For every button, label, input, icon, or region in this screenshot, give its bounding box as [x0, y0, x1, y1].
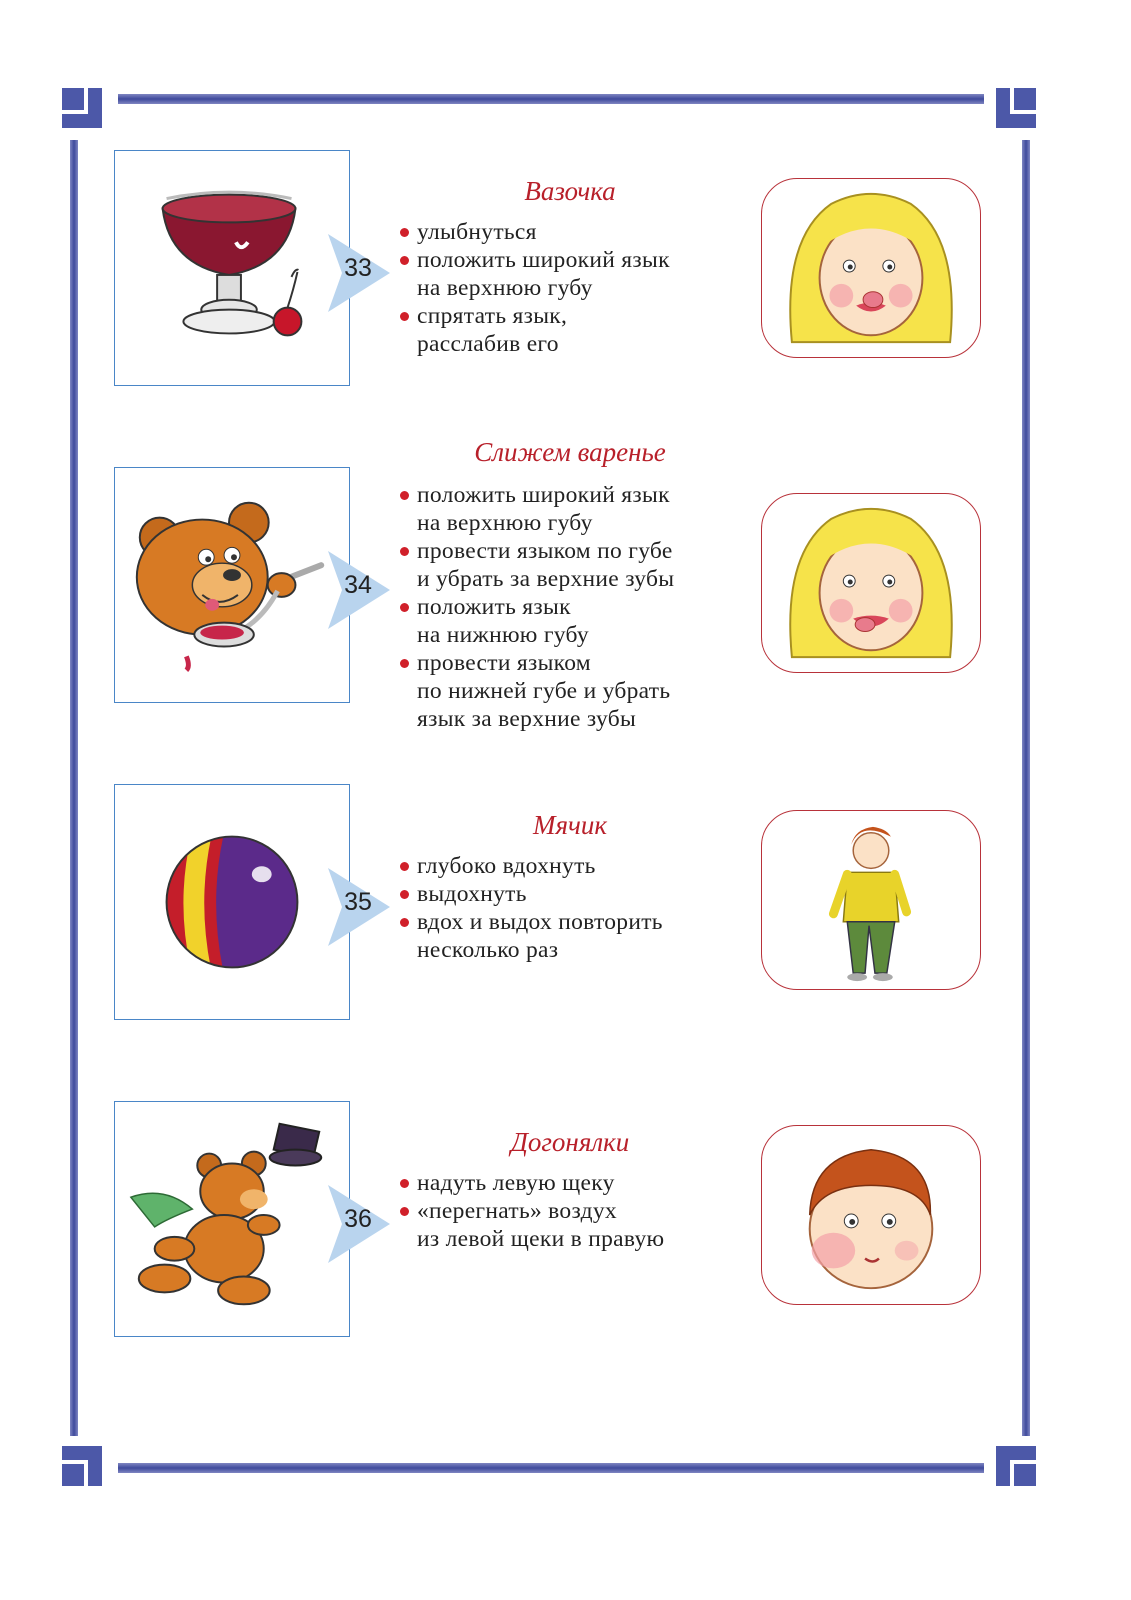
running-teddy-bear-icon	[115, 1102, 349, 1336]
boy-breathing-icon	[762, 811, 980, 989]
exercise-picture	[114, 1101, 350, 1337]
step-item: провести языком по губе и убрать за верхние зубы	[398, 537, 758, 593]
face-illustration	[761, 1125, 981, 1305]
frame-corner-top-left	[62, 88, 108, 134]
step-item: глубоко вдохнуть	[398, 852, 758, 880]
step-item: «перегнать» воздух из левой щеки в правую	[398, 1197, 758, 1253]
frame-corner-top-right	[990, 88, 1036, 134]
step-item: вдох и выдох повторить несколько раз	[398, 908, 758, 964]
bullet-icon	[400, 918, 409, 927]
step-item: положить широкий язык на верхнюю губу	[398, 246, 758, 302]
face-illustration	[761, 493, 981, 673]
girl-face-icon	[762, 494, 980, 672]
exercise-steps	[398, 218, 758, 358]
face-illustration	[761, 178, 981, 358]
bullet-icon	[400, 547, 409, 556]
step-item: выдохнуть	[398, 880, 758, 908]
bullet-icon	[400, 312, 409, 321]
exercise-title: Мячик	[532, 810, 608, 840]
face-illustration	[761, 810, 981, 990]
exercise-picture	[114, 784, 350, 1020]
step-item: спрятать язык, расслабив его	[398, 302, 758, 358]
step-item: положить широкий язык на верхнюю губу	[398, 481, 758, 537]
bullet-icon	[400, 491, 409, 500]
exercise-steps	[398, 1169, 758, 1253]
bullet-icon	[400, 1207, 409, 1216]
bullet-icon	[400, 890, 409, 899]
frame-right	[1022, 140, 1030, 1436]
exercise-picture	[114, 150, 350, 386]
frame-left	[70, 140, 78, 1436]
frame-corner-bottom-right	[990, 1440, 1036, 1486]
step-item: положить язык на нижнюю губу	[398, 593, 758, 649]
step-item: надуть левую щеку	[398, 1169, 758, 1197]
frame-bottom	[118, 1463, 984, 1473]
bullet-icon	[400, 256, 409, 265]
exercise-steps	[398, 481, 758, 733]
bullet-icon	[400, 659, 409, 668]
bullet-icon	[400, 603, 409, 612]
exercise-number: 33	[344, 254, 372, 282]
girl-face-icon	[762, 179, 980, 357]
step-item: провести языком по нижней губе и убрать язык за верхние зубы	[398, 649, 758, 733]
exercise-number: 34	[344, 571, 372, 599]
bullet-icon	[400, 862, 409, 871]
exercise-title: Вазочка	[524, 176, 616, 206]
step-item: улыбнуться	[398, 218, 758, 246]
boy-puffed-cheek-icon	[762, 1126, 980, 1304]
bullet-icon	[400, 228, 409, 237]
exercise-number: 35	[344, 888, 372, 916]
exercise-steps	[398, 852, 758, 964]
exercise-title: Догонялки	[510, 1127, 630, 1157]
bear-with-spoon-icon	[115, 468, 349, 702]
exercise-number: 36	[344, 1205, 372, 1233]
exercise-title: Слижем варенье	[474, 437, 666, 467]
bullet-icon	[400, 1179, 409, 1188]
frame-top	[118, 94, 984, 104]
jam-vase-icon	[115, 151, 349, 385]
exercise-picture	[114, 467, 350, 703]
frame-corner-bottom-left	[62, 1440, 108, 1486]
striped-ball-icon	[115, 785, 349, 1019]
